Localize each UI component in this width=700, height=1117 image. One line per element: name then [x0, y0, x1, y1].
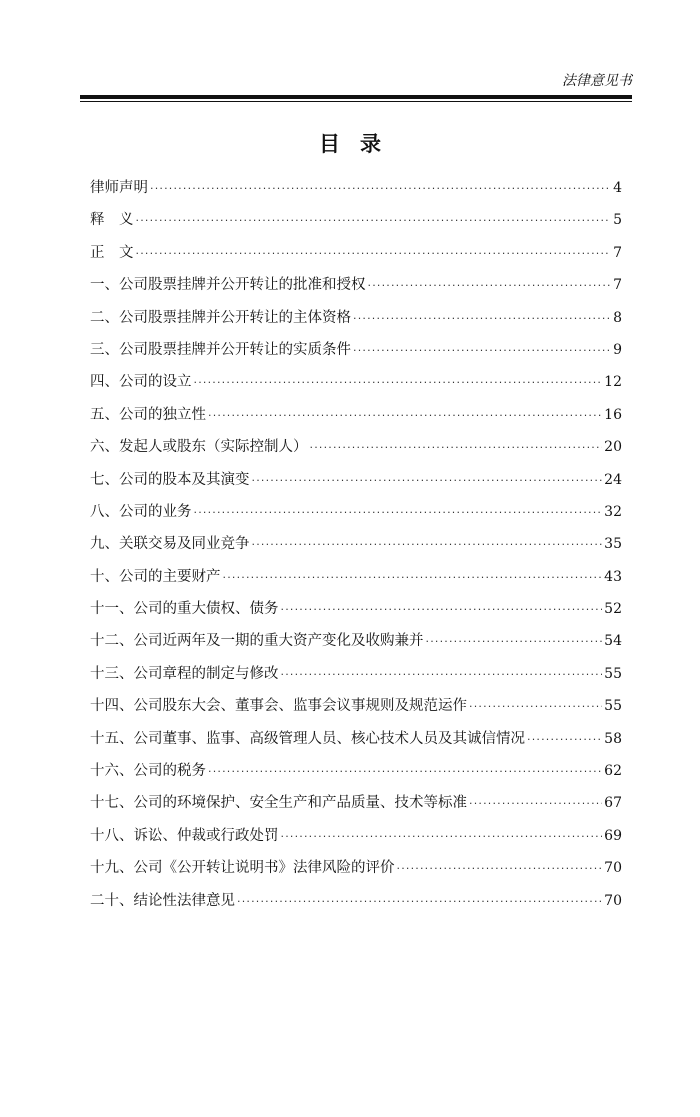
- toc-entry-page-number: 16: [604, 406, 622, 423]
- toc-dot-leader: [194, 376, 603, 389]
- toc-entry-page-number: 52: [604, 601, 622, 618]
- toc-entry[interactable]: [90, 662, 622, 694]
- toc-dot-leader: [281, 603, 603, 616]
- toc-dot-leader: [223, 571, 603, 584]
- toc-dot-leader: [353, 344, 611, 357]
- toc-entry-label: 十八、诉讼、仲裁或行政处罚: [90, 827, 279, 844]
- toc-entry-label: 十五、公司董事、监事、高级管理人员、核心技术人员及其诚信情况: [90, 730, 525, 747]
- page-title: 目录: [319, 132, 401, 156]
- toc-entry[interactable]: [90, 176, 622, 208]
- toc-dot-leader: [527, 733, 602, 746]
- toc-entry-label: 一、公司股票挂牌并公开转让的批准和授权: [90, 277, 366, 294]
- toc-dot-leader: [208, 409, 602, 422]
- toc-dot-leader: [397, 862, 603, 875]
- toc-entry-page-number: 20: [604, 439, 622, 456]
- toc-entry-page-number: 58: [604, 730, 622, 747]
- toc-dot-leader: [252, 538, 603, 551]
- toc-entry-label: 九、关联交易及同业竞争: [90, 536, 250, 553]
- toc-entry-label: 三、公司股票挂牌并公开转让的实质条件: [90, 341, 351, 358]
- toc-entry-label: 十九、公司《公开转让说明书》法律风险的评价: [90, 860, 395, 877]
- toc-entry-page-number: 67: [604, 795, 622, 812]
- toc-entry[interactable]: [90, 889, 622, 921]
- toc-entry-label: 七、公司的股本及其演变: [90, 471, 250, 488]
- toc-entry-label: 律师声明: [90, 180, 148, 196]
- toc-entry[interactable]: [90, 597, 622, 629]
- toc-entry[interactable]: [90, 759, 622, 791]
- toc-dot-leader: [310, 441, 603, 454]
- toc-entry[interactable]: [90, 208, 622, 240]
- toc-entry[interactable]: [90, 629, 622, 661]
- toc-entry-page-number: 54: [604, 633, 622, 650]
- toc-entry-page-number: 5: [613, 212, 622, 229]
- table-of-contents: [90, 176, 622, 921]
- toc-entry[interactable]: [90, 370, 622, 402]
- toc-dot-leader: [150, 182, 611, 195]
- toc-dot-leader: [136, 247, 612, 260]
- toc-dot-leader: [136, 214, 612, 227]
- toc-entry-page-number: 7: [613, 244, 622, 261]
- toc-entry-label: 八、公司的业务: [90, 503, 192, 520]
- toc-entry-label: 释 义: [90, 212, 134, 229]
- toc-entry-page-number: 35: [604, 536, 622, 553]
- toc-entry[interactable]: [90, 468, 622, 500]
- toc-entry-page-number: 62: [604, 763, 622, 780]
- toc-entry-page-number: 55: [604, 665, 622, 682]
- toc-entry-label: 十、公司的主要财产: [90, 568, 221, 585]
- toc-entry-page-number: 9: [613, 341, 622, 358]
- toc-entry-label: 四、公司的设立: [90, 374, 192, 391]
- toc-entry-label: 十二、公司近两年及一期的重大资产变化及收购兼并: [90, 633, 424, 650]
- toc-entry[interactable]: [90, 500, 622, 532]
- toc-entry-label: 十三、公司章程的制定与修改: [90, 665, 279, 682]
- toc-entry-page-number: 32: [604, 503, 622, 520]
- header-rule-thick: [80, 95, 632, 99]
- toc-entry-page-number: 8: [613, 309, 622, 326]
- toc-entry-page-number: 69: [604, 827, 622, 844]
- toc-entry[interactable]: [90, 403, 622, 435]
- toc-entry[interactable]: [90, 856, 622, 888]
- toc-entry[interactable]: [90, 565, 622, 597]
- toc-dot-leader: [469, 797, 602, 810]
- toc-entry-page-number: 55: [604, 698, 622, 715]
- toc-entry-label: 正 文: [90, 244, 134, 261]
- toc-entry-page-number: 70: [604, 892, 622, 909]
- toc-entry-label: 二十、结论性法律意见: [90, 892, 235, 909]
- toc-entry-label: 十一、公司的重大债权、债务: [90, 601, 279, 618]
- toc-entry[interactable]: [90, 791, 622, 823]
- toc-entry-label: 二、公司股票挂牌并公开转让的主体资格: [90, 309, 351, 326]
- toc-entry-page-number: 7: [613, 277, 622, 294]
- toc-entry-page-number: 24: [604, 471, 622, 488]
- toc-entry-label: 五、公司的独立性: [90, 406, 206, 423]
- header-rule-thin: [80, 101, 632, 102]
- toc-dot-leader: [194, 506, 603, 519]
- toc-dot-leader: [281, 830, 603, 843]
- toc-entry[interactable]: [90, 824, 622, 856]
- toc-dot-leader: [208, 765, 602, 778]
- toc-dot-leader: [353, 312, 611, 325]
- toc-entry-page-number: 4: [613, 180, 622, 196]
- toc-entry[interactable]: [90, 306, 622, 338]
- toc-dot-leader: [237, 895, 602, 908]
- toc-entry[interactable]: [90, 532, 622, 564]
- toc-entry[interactable]: [90, 241, 622, 273]
- toc-entry-label: 六、发起人或股东（实际控制人）: [90, 439, 308, 456]
- toc-entry-page-number: 43: [604, 568, 622, 585]
- toc-entry-page-number: 12: [604, 374, 622, 391]
- toc-dot-leader: [368, 279, 612, 292]
- toc-dot-leader: [281, 668, 603, 681]
- toc-entry-page-number: 70: [604, 860, 622, 877]
- toc-entry-label: 十六、公司的税务: [90, 763, 206, 780]
- toc-entry[interactable]: [90, 694, 622, 726]
- toc-dot-leader: [252, 474, 603, 487]
- toc-entry[interactable]: [90, 727, 622, 759]
- toc-entry[interactable]: [90, 435, 622, 467]
- toc-entry-label: 十七、公司的环境保护、安全生产和产品质量、技术等标准: [90, 795, 467, 812]
- toc-entry-label: 十四、公司股东大会、董事会、监事会议事规则及规范运作: [90, 698, 467, 715]
- toc-dot-leader: [469, 700, 602, 713]
- toc-dot-leader: [426, 635, 603, 648]
- toc-entry[interactable]: [90, 338, 622, 370]
- toc-entry[interactable]: [90, 273, 622, 305]
- running-header-title: 法律意见书: [562, 73, 632, 89]
